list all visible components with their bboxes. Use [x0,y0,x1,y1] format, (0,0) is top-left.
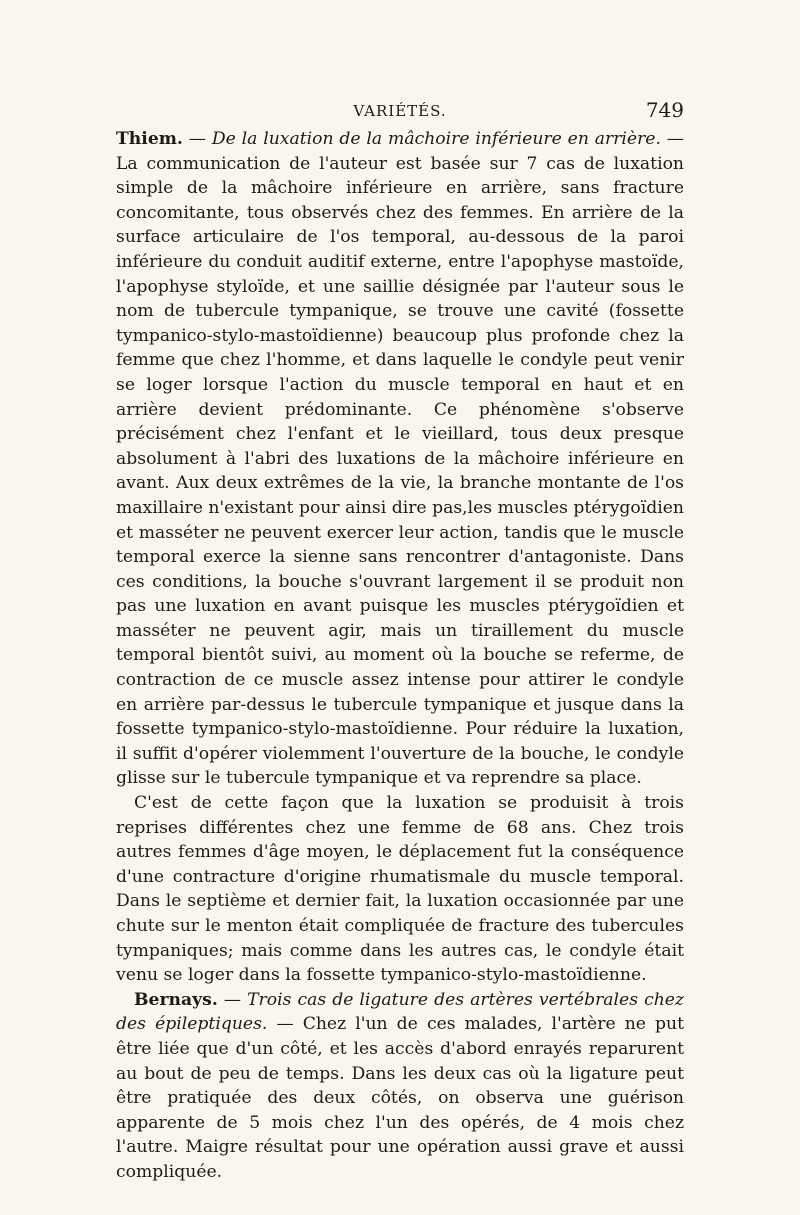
separator: — [217,989,248,1010]
author-name: Thiem. [116,129,183,149]
page-body [116,127,684,1185]
running-head: VARIÉTÉS. [353,102,447,120]
page-number: 749 [645,98,684,122]
paragraph-text: — La communication de l'auteur est basée sur 7 cas de luxation simple de la mâchoire inférieure en arrière, sans fracture concomitante, tous observés chez des femmes. En arrière de la surface articulaire de l'os temporal, au-dessous de la paroi inférieure du conduit auditif externe, entre l'apophyse mastoïde, l'apophyse styloïde, et une saillie désignée par l'auteur sous le nom de tubercule tympanique, se trouve une cavité (fossette tympanico-stylo-mastoïdienne) beaucoup plus profonde chez la femme que chez l'homme, et dans laquelle le condyle peut venir se loger lorsque l'action du muscle temporal en haut et en arrière devient prédominante. Ce phénomène s'observe précisément chez l'enfant et le vieillard, tous deux presque absolument à l'abri des luxations de la mâchoire inférieure en avant. Aux deux extrêmes de la vie, la branche montante de l'os maxillaire n'existant pour ainsi dire pas,les muscles ptérygoïdien et masséter ne peuvent exercer leur action, tandis que le muscle temporal exerce la sienne sans rencontrer d'antagoniste. Dans ces conditions, la bouche s'ouvrant largement il se produit non pas une luxation en avant puisque les muscles ptérygoïdien et masséter ne peuvent agir, mais un tiraillement du muscle temporal bientôt suivi, au moment où la bouche se referme, de contraction de ce muscle assez intense pour attirer le condyle en arrière par-dessus le tubercule tympanique et jusque dans la fossette tympanico-stylo-mastoïdienne. Pour réduire la luxation, il suffit d'opérer violemment l'ouverture de la bouche, le condyle glisse sur le tubercule tympanique et va reprendre sa place. [116,129,684,789]
author-name: Bernays. [134,989,218,1010]
page-header [116,98,684,124]
article-title: De la luxation de la mâchoire inférieure en arrière. [211,129,661,149]
paragraph-bernays [116,988,684,1185]
paragraph-cases [116,791,684,988]
paragraph-thiem [116,127,684,791]
article-title: Trois cas de ligature des artères vertébrales chez des épileptiques. [116,989,684,1035]
paragraph-text: — Chez l'un de ces malades, l'artère ne put être liée que d'un côté, et les accès d'abord enrayés reparurent au bout de peu de temps. Dans les deux cas où la ligature peut être pratiquée des deux côtés, on observa une guérison apparente de 5 mois chez l'un des opérés, de 4 mois chez l'autre. Maigre résultat pour une opération aussi grave et aussi compliquée. [116,1014,685,1182]
paragraph-text: C'est de cette façon que la luxation se produisit à trois reprises différentes chez une femme de 68 ans. Chez trois autres femmes d'âge moyen, le déplacement fut la conséquence d'une contracture d'origine rhumatismale du muscle temporal. Dans le septième et dernier fait, la luxation occasionnée par une chute sur le menton était compliquée de fracture des tubercules tympaniques; mais comme dans les autres cas, le condyle était venu se loger dans la fossette tympanico-stylo-mastoïdienne. [116,793,684,986]
separator: — [182,129,212,149]
